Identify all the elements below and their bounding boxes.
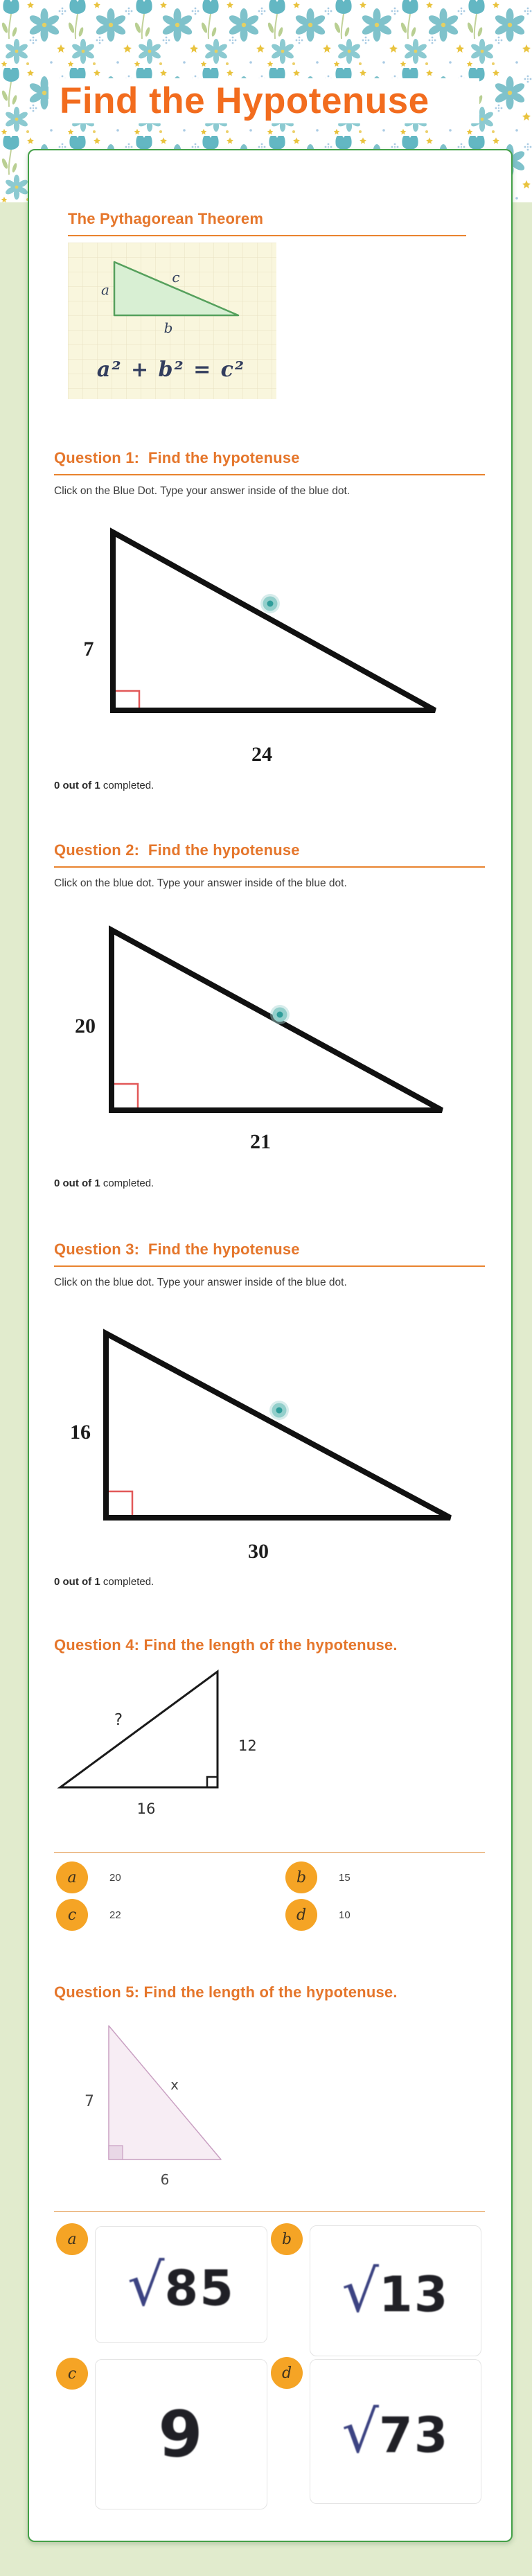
question-5-options: [54, 2219, 485, 2512]
option-value: 10: [339, 1909, 351, 1921]
option-d[interactable]: [285, 1899, 351, 1931]
answer-dot[interactable]: [269, 1401, 289, 1420]
theorem-section: [68, 210, 485, 399]
side-bottom-label: 6: [160, 2171, 170, 2188]
side-left-label: 16: [70, 1421, 91, 1444]
option-value: 20: [109, 1871, 121, 1884]
right-angle-icon: [106, 1491, 132, 1518]
question-4-options: [54, 1861, 485, 1934]
question-3-heading: Question 3: Find the hypotenuse: [54, 1241, 300, 1258]
option-value: √13: [342, 2257, 450, 2325]
right-angle-icon: [112, 1084, 138, 1110]
question-1-figure: [54, 520, 485, 773]
option-letter-badge: a: [56, 1861, 88, 1893]
side-left-label: 20: [75, 1015, 96, 1037]
option-value: √85: [127, 2250, 235, 2319]
question-3-figure: [54, 1325, 485, 1568]
option-letter-badge: c: [56, 1899, 88, 1931]
right-angle-icon: [207, 1777, 218, 1787]
hypotenuse-label: ?: [114, 1711, 123, 1729]
completion-status: 0 out of 1 completed.: [54, 1576, 154, 1588]
question-5-section: [54, 1983, 485, 2512]
option-value: √73: [342, 2397, 450, 2466]
side-right-label: 12: [238, 1737, 257, 1754]
heading-divider: [54, 474, 485, 475]
completion-status: 0 out of 1 completed.: [54, 780, 154, 791]
option-letter-badge: c: [56, 2358, 88, 2390]
option-a[interactable]: [56, 1861, 121, 1893]
title-banner: [48, 78, 479, 123]
question-1-heading: Question 1: Find the hypotenuse: [54, 449, 300, 466]
option-value: 9: [158, 2397, 204, 2471]
option-value: 22: [109, 1909, 121, 1921]
completion-status: 0 out of 1 completed.: [54, 1177, 154, 1189]
page-title: Find the Hypotenuse: [60, 80, 429, 121]
right-angle-icon: [109, 2146, 123, 2159]
option-b[interactable]: [285, 1861, 351, 1893]
options-divider: [54, 2211, 485, 2212]
side-bottom-label: 24: [251, 743, 272, 766]
question-3-instruction: Click on the blue dot. Type your answer inside of the blue dot.: [54, 1277, 347, 1288]
option-c[interactable]: [56, 1899, 121, 1931]
side-left-label: 7: [85, 2093, 94, 2110]
question-2-figure: [54, 923, 485, 1155]
theorem-formula: a² + b² = c²: [96, 358, 246, 382]
answer-dot[interactable]: [260, 594, 280, 613]
side-bottom-label: 30: [248, 1540, 269, 1563]
question-5-heading: Question 5: Find the length of the hypotenuse.: [54, 1983, 398, 2001]
options-divider: [54, 1852, 485, 1853]
option-a-card[interactable]: [95, 2226, 267, 2343]
question-2-instruction: Click on the blue dot. Type your answer inside of the blue dot.: [54, 877, 347, 889]
theorem-label-b: b: [163, 319, 173, 336]
side-bottom-label: 21: [250, 1130, 271, 1153]
side-bottom-label: 16: [136, 1800, 156, 1817]
heading-divider: [54, 1265, 485, 1267]
option-letter-badge: b: [285, 1861, 317, 1893]
triangle-outline: [106, 1333, 450, 1518]
question-4-figure: [54, 1667, 485, 1819]
side-left-label: 7: [83, 638, 94, 660]
heading-divider: [68, 235, 466, 236]
worksheet-card: [28, 149, 513, 2542]
question-1-instruction: Click on the Blue Dot. Type your answer inside of the blue dot.: [54, 485, 351, 497]
option-value: 15: [339, 1871, 351, 1884]
option-letter-badge: d: [271, 2357, 303, 2389]
right-angle-icon: [113, 691, 139, 710]
triangle-outline: [60, 1672, 218, 1787]
triangle-outline: [113, 532, 435, 710]
heading-divider: [54, 866, 485, 868]
theorem-label-a: a: [101, 281, 109, 298]
question-4-section: [54, 1636, 485, 1934]
section-heading: The Pythagorean Theorem: [68, 210, 264, 227]
option-c-card[interactable]: [95, 2359, 267, 2509]
triangle-shape: [109, 2026, 221, 2159]
theorem-label-c: c: [172, 269, 180, 286]
answer-dot[interactable]: [270, 1005, 290, 1024]
question-4-heading: Question 4: Find the length of the hypotenuse.: [54, 1636, 398, 1654]
option-letter-badge: b: [271, 2223, 303, 2255]
option-letter-badge: d: [285, 1899, 317, 1931]
question-2-heading: Question 2: Find the hypotenuse: [54, 841, 300, 859]
option-b-card[interactable]: [310, 2225, 481, 2356]
option-d-card[interactable]: [310, 2359, 481, 2504]
option-letter-badge: a: [56, 2223, 88, 2255]
question-3-section: [54, 1241, 485, 1588]
hypotenuse-label: x: [170, 2076, 179, 2093]
question-5-figure: [54, 2015, 485, 2189]
pythagorean-theorem-image: [68, 243, 276, 399]
question-2-section: [54, 841, 485, 1189]
question-1-section: [54, 449, 485, 791]
